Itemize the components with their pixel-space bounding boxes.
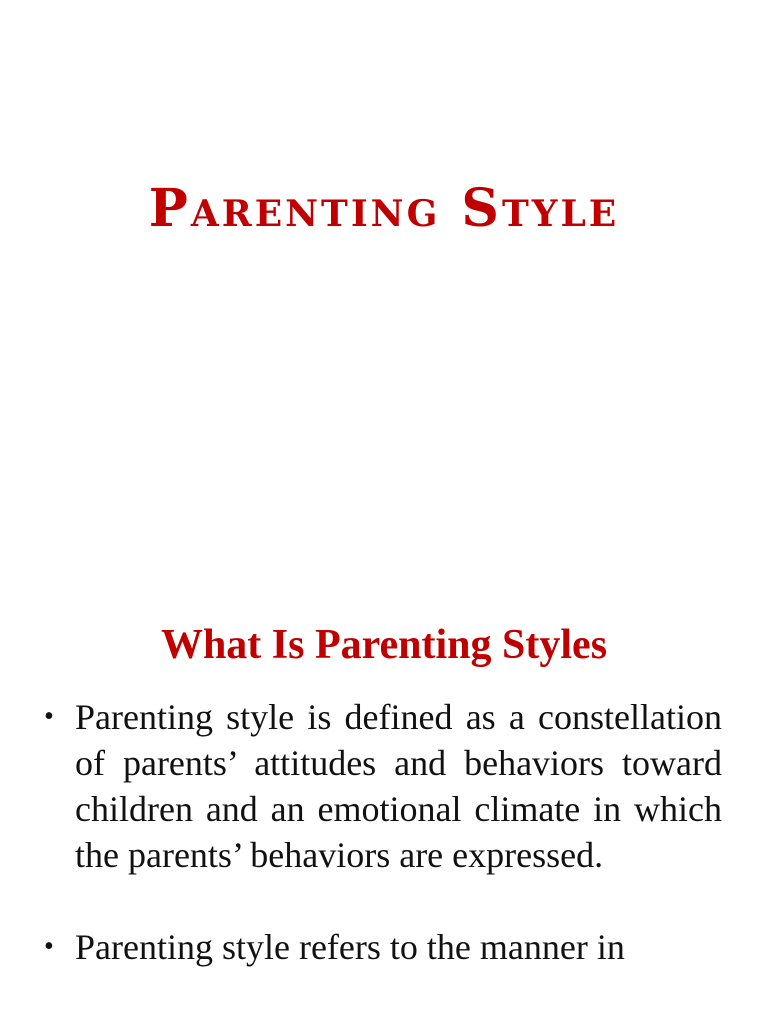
content-slide (0, 576, 768, 1024)
main-title: Parenting Style (148, 178, 620, 239)
bullet-icon: • (44, 701, 54, 732)
bullet-item (44, 694, 722, 878)
section-title: What Is Parenting Styles (160, 622, 608, 668)
bullet-list (44, 694, 722, 970)
bullet-text: Parenting style is defined as a constellation of parents’ attitudes and behaviors toward children and an emotional climate in which the parents’ behaviors are expressed. (75, 697, 722, 875)
bullet-icon: • (44, 931, 54, 962)
bullet-item (44, 924, 722, 970)
bullet-text: Parenting style refers to the manner in (75, 927, 625, 967)
